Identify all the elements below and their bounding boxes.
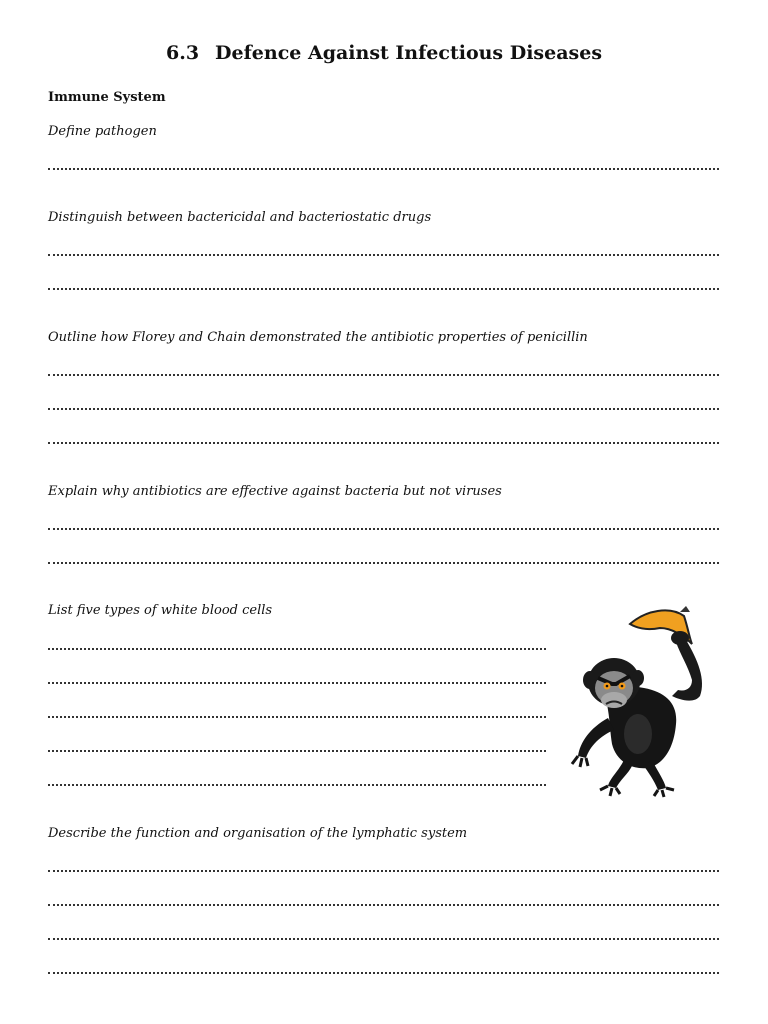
question-prompt: Define pathogen xyxy=(48,124,157,139)
answer-line[interactable] xyxy=(48,784,546,786)
question-prompt: Explain why antibiotics are effective against bacteria but not viruses xyxy=(48,484,502,499)
answer-line[interactable] xyxy=(48,374,719,376)
answer-line[interactable] xyxy=(48,716,546,718)
answer-line[interactable] xyxy=(48,904,719,906)
section-title: Defence Against Infectious Diseases xyxy=(215,42,603,64)
answer-line[interactable] xyxy=(48,972,719,974)
answer-line[interactable] xyxy=(48,168,719,170)
question-prompt: Describe the function and organisation of the lymphatic system xyxy=(48,826,468,841)
section-heading: Immune System xyxy=(48,90,166,105)
angry-monkey-with-banana-icon xyxy=(568,600,718,800)
section-number: 6.3 xyxy=(165,42,200,64)
page-title xyxy=(0,42,768,64)
answer-line[interactable] xyxy=(48,528,719,530)
answer-line[interactable] xyxy=(48,442,719,444)
answer-line[interactable] xyxy=(48,408,719,410)
answer-line[interactable] xyxy=(48,254,719,256)
answer-line[interactable] xyxy=(48,288,719,290)
answer-line[interactable] xyxy=(48,682,546,684)
answer-line[interactable] xyxy=(48,750,546,752)
question-prompt: Distinguish between bactericidal and bacteriostatic drugs xyxy=(48,210,432,225)
question-prompt: List five types of white blood cells xyxy=(48,603,273,618)
question-prompt: Outline how Florey and Chain demonstrated the antibiotic properties of penicillin xyxy=(48,330,588,345)
answer-line[interactable] xyxy=(48,562,719,564)
answer-line[interactable] xyxy=(48,870,719,872)
answer-line[interactable] xyxy=(48,648,546,650)
answer-line[interactable] xyxy=(48,938,719,940)
